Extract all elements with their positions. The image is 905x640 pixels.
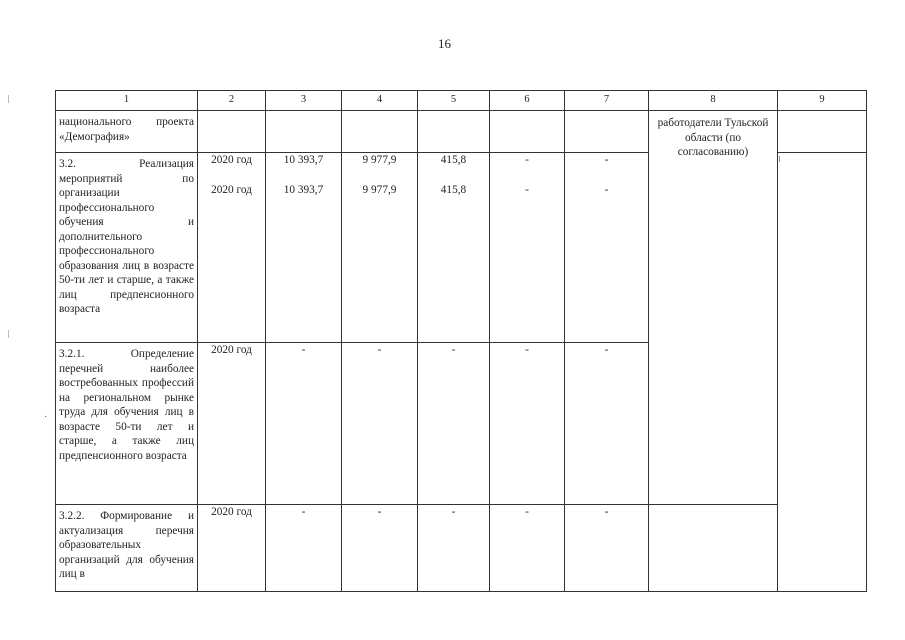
scan-edge-mark	[8, 330, 9, 338]
dash-cell: -	[604, 154, 609, 166]
header-cell: 6	[490, 91, 565, 111]
year-cell: 2020 год	[211, 506, 252, 518]
empty-cell	[198, 111, 266, 153]
year-cell: 2020 год	[211, 154, 252, 166]
dash-cell: -	[604, 506, 609, 518]
empty-cell	[778, 111, 867, 153]
scan-dot: ·	[44, 412, 48, 423]
dash-cell: -	[604, 344, 609, 356]
dash-cell: -	[604, 183, 609, 196]
empty-cell	[565, 111, 649, 153]
header-cell: 8	[649, 91, 778, 111]
empty-cell	[490, 111, 565, 153]
total-value: 10 393,7	[283, 154, 324, 166]
table-row-3-2-2	[56, 505, 867, 592]
dash-cell: -	[525, 183, 529, 196]
header-cell: 9	[778, 91, 867, 111]
empty-cell	[266, 111, 342, 153]
dash-cell: -	[377, 506, 382, 518]
empty-cell	[649, 505, 778, 592]
dash-cell: -	[525, 344, 529, 356]
dash-cell: -	[377, 344, 382, 356]
year-cell: 2020 год	[211, 344, 252, 356]
header-cell: 2	[198, 91, 266, 111]
executor-cell	[649, 111, 778, 505]
total-value: 10 393,7	[283, 183, 324, 196]
row-description: 3.2. Реализация мероприятий по организации профессионального обучения и дополнительного профессионального образования лиц в возрасте 50-ти лет и старше, а также лиц предпенсионного возраста	[59, 158, 194, 315]
executor-text: работодатели Тульской области (по согласованию)	[657, 117, 769, 158]
header-cell: 3	[266, 91, 342, 111]
value-cell: 415,8	[440, 154, 467, 166]
year-cell: 2020 год	[211, 183, 252, 196]
value-cell: 9 977,9	[362, 154, 397, 166]
value-cell: 9 977,9	[362, 183, 397, 196]
header-row	[56, 91, 867, 111]
header-cell: 7	[565, 91, 649, 111]
scan-tick-mark	[779, 156, 780, 162]
dash-cell: -	[525, 506, 529, 518]
dash-cell: -	[301, 344, 306, 356]
page-number: 16	[438, 36, 451, 51]
empty-cell	[778, 153, 867, 592]
scan-edge-mark	[8, 95, 9, 103]
empty-cell	[418, 111, 490, 153]
value-cell: 415,8	[440, 183, 467, 196]
table-row-continuation	[56, 111, 867, 153]
header-cell: 4	[342, 91, 418, 111]
row-description: 3.2.2. Формирование и актуализация перечня образовательных организаций для обучения лиц в	[59, 510, 194, 580]
dash-cell: -	[525, 154, 529, 166]
program-table	[55, 90, 867, 592]
dash-cell: -	[301, 506, 306, 518]
empty-cell	[342, 111, 418, 153]
row-description: национального проекта «Демография»	[59, 116, 194, 143]
dash-cell: -	[451, 344, 456, 356]
row-description: 3.2.1. Определение перечней наиболее востребованных профессий на региональном рынке труда для обучения лиц в возрасте 50-ти лет и старше, а также лиц предпенсионного возраста	[59, 348, 194, 462]
header-cell: 1	[56, 91, 198, 111]
header-cell: 5	[418, 91, 490, 111]
dash-cell: -	[451, 506, 456, 518]
